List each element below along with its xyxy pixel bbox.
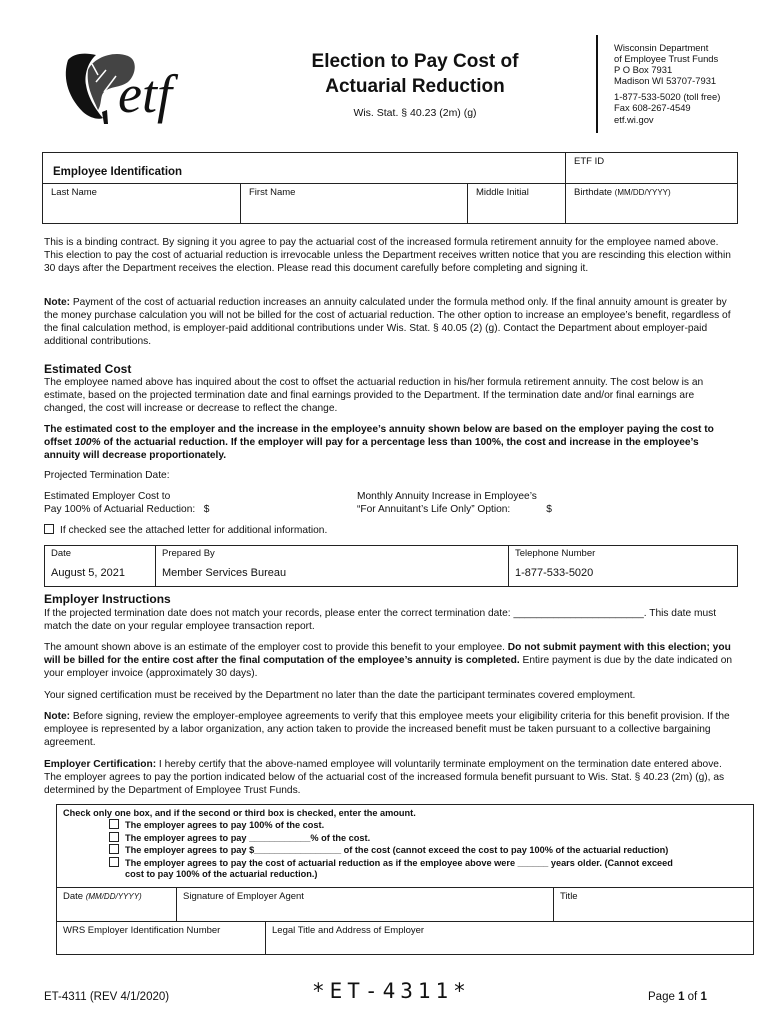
page-prefix: Page [648, 991, 679, 1003]
etf-id-label: ETF ID [574, 156, 605, 167]
employer-instructions-p3: Your signed certification must be received by the Department no later than the date the participant terminates covered employment. [44, 690, 636, 701]
etf-id-field[interactable] [565, 153, 738, 184]
employer-note-text: Before signing, review the employer-employee agreements to verify that this employee meets your eligibility criteria for this benefit provision. If the employee is represented by a labor organization, any action taken to provide the increased benefit must be taken pursuant to a collective bargaining agreement. [44, 711, 730, 749]
legal-title-address-field[interactable] [265, 922, 753, 954]
employer-cost-currency: $ [203, 504, 210, 516]
option-percent-label: The employer agrees to pay ____________% of the cost. [125, 832, 371, 843]
employee-id-header-row [43, 153, 737, 184]
middle-initial-label: Middle Initial [476, 187, 529, 198]
page-of: of [684, 991, 701, 1003]
form-title-line2: Actuarial Reduction [325, 75, 505, 97]
employer-certification-label: Employer Certification: [44, 759, 157, 770]
page-current: 1 [678, 991, 685, 1003]
certification-instruction: Check only one box, and if the second or third box is checked, enter the amount. [63, 808, 416, 818]
projected-termination-label: Projected Termination Date: [44, 470, 170, 481]
telephone-label: Telephone Number [515, 548, 596, 559]
option-years-older-label: The employer agrees to pay the cost of actuarial reduction as if the employee above were ______ years older. (Cannot exceed [125, 857, 673, 868]
address-phone: 1-877-533-5020 (toll free) [614, 91, 721, 103]
annuity-increase-label-1: Monthly Annuity Increase in Employee’s [357, 491, 537, 502]
attached-letter-checkbox[interactable] [44, 524, 54, 534]
estimated-cost-bold-paragraph [44, 423, 736, 462]
option-years-older-line2: cost to pay 100% of the actuarial reduction.) [125, 869, 318, 880]
option-100-percent-label: The employer agrees to pay 100% of the cost. [125, 820, 325, 831]
employee-id-heading: Employee Identification [53, 166, 183, 178]
statute-reference: Wis. Stat. § 40.23 (2m) (g) [353, 107, 477, 120]
employer-instructions-p1: If the projected termination date does not match your records, please enter the correct termination date: _______________________. This date must match the date on your regular employee transaction report. [44, 608, 717, 633]
title-label: Title [560, 891, 578, 902]
telephone-cell [508, 546, 737, 586]
intro-note-text: Payment of the cost of actuarial reduction increases an annuity calculated under the formula method only. If the final annuity amount is greater by the money purchase calculation you will not be billed for the cost of actuarial reduction. The other option to increase an employee’s benefit, regardless of the final calculation method, is employer-paid additional contributions under Wis. Stat. § 40.05 (2) (g). Contact the Department about employer-paid additional contributions. [44, 297, 731, 348]
annuity-increase-label-2: “For Annuitant’s Life Only” Option: [357, 504, 511, 516]
option-100-percent-checkbox[interactable] [109, 819, 119, 829]
prepared-by-value: Member Services Bureau [162, 567, 287, 580]
address-fax: Fax 608-267-4549 [614, 102, 691, 114]
birthdate-label: Birthdate [574, 187, 613, 198]
estimated-cost-paragraph: The employee named above has inquired about the cost to offset the actuarial reduction in his/her formula retirement annuity. The cost below is an estimate, based on the projected termination date and final earnings provided to the Department. If the termination date and/or final earnings are changed, the cost will increase or decrease to reflect the change. [44, 377, 704, 415]
employer-instructions-p2-bold: Do not submit payment with this election; you will be billed for the entire cost after the final computation of the employee’s annuity is completed. [44, 642, 731, 667]
employer-certification-box [56, 804, 754, 955]
estimated-cost-bold-part1: The estimated cost to the employer and the increase in the employee’s annuity shown below are based on the employer paying the cost to offset [44, 424, 714, 449]
title-field[interactable] [553, 888, 753, 921]
wrs-employer-id-label: WRS Employer Identification Number [63, 925, 221, 936]
certification-date-format: (MM/DD/YYYY) [85, 892, 142, 901]
employer-instructions-note [44, 710, 736, 749]
annuity-increase-currency: $ [546, 504, 552, 516]
barcode-text: *ET-4311* [312, 979, 471, 1003]
option-dollar-amount [63, 844, 747, 856]
page-total: 1 [700, 991, 707, 1003]
header-divider [596, 35, 598, 133]
employer-instructions-heading: Employer Instructions [44, 592, 171, 606]
estimated-cost-percent: 100% [74, 437, 101, 449]
employer-cost-label-1: Estimated Employer Cost to [44, 491, 171, 502]
option-years-older-checkbox[interactable] [109, 857, 119, 867]
department-address [614, 42, 720, 125]
attached-letter-row [44, 524, 736, 537]
middle-initial-field[interactable] [467, 184, 565, 223]
option-years-older [63, 857, 747, 869]
address-line2: of Employee Trust Funds [614, 53, 719, 65]
employer-certification [44, 758, 736, 797]
address-line4: Madison WI 53707-7931 [614, 75, 717, 87]
legal-title-address-label: Legal Title and Address of Employer [272, 925, 425, 936]
certification-date-label: Date [63, 891, 84, 902]
prepared-by-label: Prepared By [162, 548, 215, 559]
birthdate-format: (MM/DD/YYYY) [614, 188, 671, 197]
form-title-line1: Election to Pay Cost of [311, 51, 519, 72]
estimated-cost-bold-part2: of the actuarial reduction. If the employer will pay for a percentage less than 100%, the cost and increase in the employee’s annuity will decrease proportionately. [44, 437, 699, 462]
intro-note [44, 296, 736, 348]
option-dollar-amount-label: The employer agrees to pay $_________________ of the cost (cannot exceed the cost to pay 100% of the actuarial reduction) [125, 845, 669, 856]
address-line1: Wisconsin Department [614, 42, 709, 53]
first-name-field[interactable] [240, 184, 467, 223]
form-title-block [270, 50, 560, 121]
employer-cost-label-2: Pay 100% of Actuarial Reduction: [44, 504, 196, 516]
signature-field[interactable] [176, 888, 553, 921]
birthdate-field[interactable] [565, 184, 738, 223]
address-line3: P O Box 7931 [614, 64, 673, 76]
attached-letter-label: If checked see the attached letter for additional information. [60, 525, 328, 536]
wrs-employer-id-field[interactable] [57, 922, 265, 954]
employer-instructions-p2-part1: The amount shown above is an estimate of the employer cost to provide this benefit to your employee. [44, 642, 508, 653]
employer-note-label: Note: [44, 711, 71, 722]
employer-instructions-p2 [44, 641, 736, 680]
telephone-value: 1-877-533-5020 [515, 567, 594, 580]
employer-cost-field [44, 490, 304, 516]
annuity-increase-field [357, 490, 657, 516]
etf-logo [58, 40, 228, 130]
last-name-field[interactable] [43, 184, 240, 223]
employer-instructions-p2-part2: Entire payment is due by the date indicated on your employer invoice (approximately 30 days). [44, 655, 733, 680]
employee-identification-table [42, 152, 738, 224]
certification-options [57, 805, 753, 888]
address-web: etf.wi.gov [614, 113, 654, 125]
last-name-label: Last Name [51, 187, 97, 198]
signature-label: Signature of Employer Agent [183, 891, 304, 902]
form-id: ET-4311 (REV 4/1/2020) [44, 991, 170, 1003]
prepared-date-value: August 5, 2021 [51, 567, 126, 580]
page-number [648, 990, 707, 1005]
employer-certification-text: I hereby certify that the above-named employee will voluntarily terminate employment on the termination date entered above. The employer agrees to pay the portion indicated below of the actuarial cost of the increased formula benefit pursuant to Wis. Stat. § 40.23 (2m) (g), as determined by the Department of Employee Trust Funds. [44, 759, 725, 797]
prepared-date-cell [45, 546, 155, 586]
option-percent [63, 832, 747, 844]
intro-paragraph: This is a binding contract. By signing it you agree to pay the actuarial cost of the increased formula retirement annuity for the employee named above. This election to pay the cost of actuarial reduction is irrevocable unless the Department receives written notice that you are rescinding this election within 30 days after the Department receives the election. Please read this document carefully before completing and signing it. [44, 237, 731, 275]
prepared-date-label: Date [51, 548, 72, 559]
first-name-label: First Name [249, 187, 296, 198]
estimated-cost-heading: Estimated Cost [44, 362, 132, 376]
intro-note-label: Note: [44, 297, 71, 308]
prepared-info-table [44, 545, 738, 587]
option-100-percent [63, 819, 747, 831]
option-percent-checkbox[interactable] [109, 832, 119, 842]
prepared-by-cell [155, 546, 508, 586]
logo-text: etf [118, 64, 172, 124]
certification-date-field[interactable] [57, 888, 176, 921]
option-dollar-amount-checkbox[interactable] [109, 844, 119, 854]
